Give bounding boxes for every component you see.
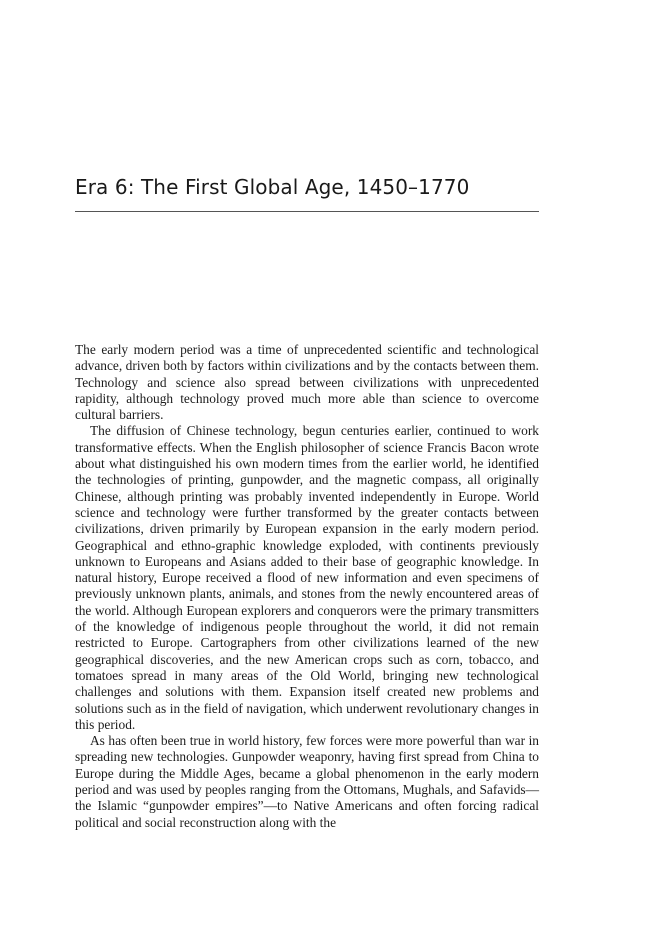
title-divider bbox=[75, 211, 539, 212]
paragraph-3: As has often been true in world history, few forces were more powerful than war in spreading new technologies. Gunpowder weaponry, having first spread from China to Europe during the Middle Ages, became a global phenomenon in the early modern period and was used by peoples ranging from the Ottomans, Mughals, and Safavids—the Islamic “gunpowder empires”—to Native Americans and often forcing radical political and social reconstruction along with the bbox=[75, 733, 539, 830]
body-text bbox=[75, 342, 539, 831]
paragraph-1: The early modern period was a time of unprecedented scientific and technological advance, driven both by factors within civilizations and by the contacts between them. Technology and science also spread between civilizations with unprecedented rapidity, although technology proved much more able than science to overcome cultural barriers. bbox=[75, 342, 539, 423]
chapter-title: Era 6: The First Global Age, 1450–1770 bbox=[75, 175, 470, 199]
paragraph-2: The diffusion of Chinese technology, begun centuries earlier, continued to work transformative effects. When the English philosopher of science Francis Bacon wrote about what distinguished his own modern times from the earlier world, he identified the technologies of printing, gunpowder, and the magnetic compass, all originally Chinese, although printing was probably invented independently in Europe. World science and technology were further transformed by the greater contacts between civilizations, driven primarily by European expansion in the early modern period. Geographical and ethno-graphic knowledge exploded, with continents previously unknown to Europeans and Asians added to their base of geographic knowledge. In natural history, Europe received a flood of new information and even specimens of previously unknown plants, animals, and stones from the newly encountered areas of the world. Although European explorers and conquerors were the primary transmitters of the knowledge of indigenous people throughout the world, it did not remain restricted to Europe. Cartographers from other civilizations learned of the new geographical discoveries, and the new American crops such as corn, tobacco, and tomatoes spread in many areas of the Old World, bringing new technological challenges and solutions with them. Expansion itself created new problems and solutions such as in the field of navigation, which underwent revolutionary changes in this period. bbox=[75, 423, 539, 732]
